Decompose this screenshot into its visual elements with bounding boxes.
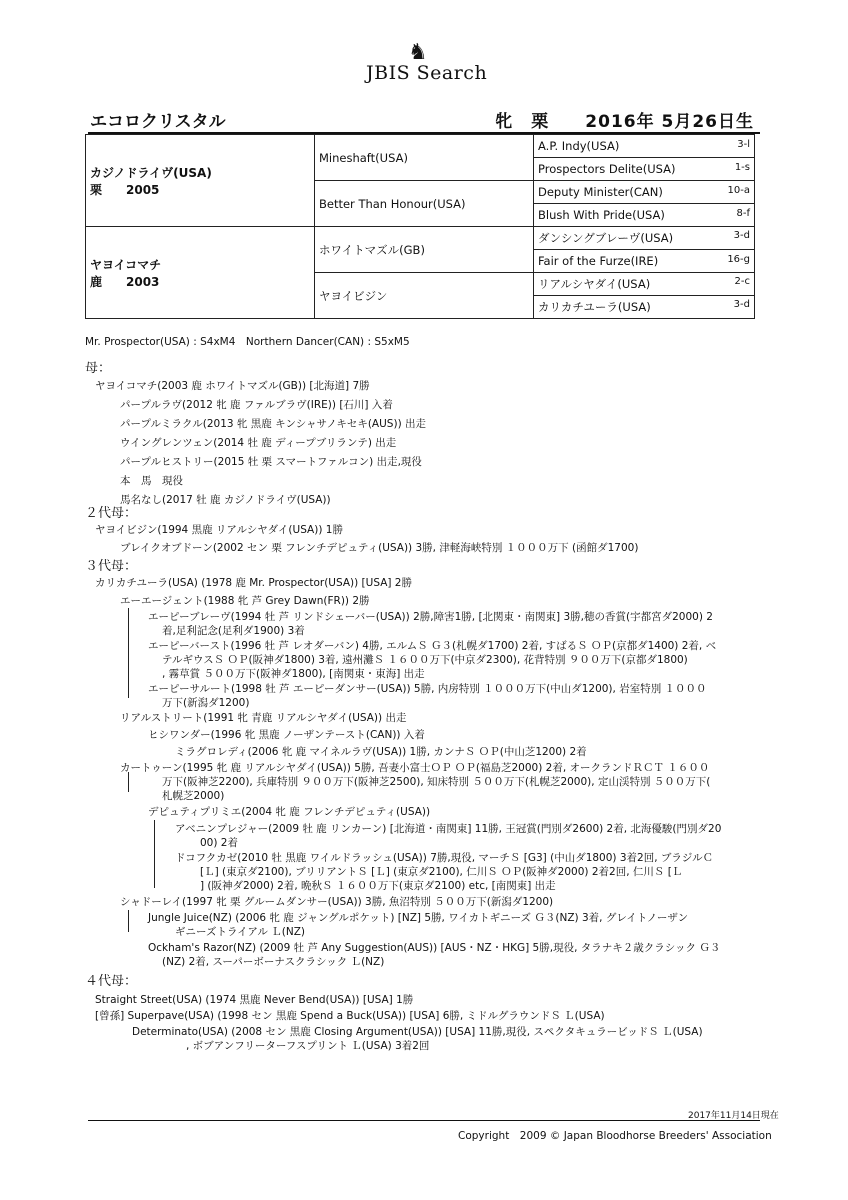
horse-name: エコロクリスタル: [90, 112, 226, 132]
dam3-line: ミラグロレディ(2006 牝 鹿 マイネルラヴ(USA)) 1勝, カンナＳ ＯＰ(中山芝1200) 2着: [175, 746, 587, 758]
horse-info: 牝 栗 2016年 5月26日生: [495, 112, 754, 132]
section-dam4: ４代母：: [85, 974, 138, 989]
dam3-line: 00) 2着: [200, 837, 238, 849]
dam3-line: カートゥーン(1995 牝 鹿 リアルシヤダイ(USA)) 5勝, 吾妻小富士ＯＰ ＯＰ(福島芝2000) 2着, オークランドＲＣＴ １６００: [120, 762, 710, 774]
dam-detail: 鹿 2003: [90, 274, 160, 289]
gen3-name: カリカチユーラ(USA): [538, 300, 651, 314]
dam3-line: 万下(新潟ダ1200): [162, 697, 250, 709]
gen3-cell: [534, 135, 755, 158]
footer-divider: [88, 1120, 760, 1121]
sire-name: カジノドライヴ(USA): [90, 165, 212, 180]
dam3-line: シャドーレイ(1997 牝 栗 グルームダンサー(USA)) 3勝, 魚沼特別 ５００万下(新潟ダ1200): [120, 896, 554, 908]
family-code: 1-s: [734, 162, 750, 173]
gen2-cell: Better Than Honour(USA): [315, 181, 534, 227]
dam-line: 本 馬 現役: [120, 475, 183, 487]
gen3-name: Blush With Pride(USA): [538, 208, 665, 222]
section-dam3: ３代母：: [85, 559, 138, 574]
dam-line: パープルミラクル(2013 牝 黒鹿 キンシャサノキセキ(AUS)) 出走: [120, 418, 426, 430]
dam-line: パープルヒストリー(2015 牡 栗 スマートファルコン) 出走,現役: [120, 456, 422, 468]
copyright: Copyright 2009 © Japan Bloodhorse Breeders' Association: [458, 1130, 772, 1142]
logo-text: JBIS Search: [366, 62, 488, 84]
dam3-line: テルギウスＳ ＯＰ(阪神ダ1800) 3着, 遠州灘Ｓ １６００万下(中京ダ2300), 花背特別 ９００万下(京都ダ1800): [162, 654, 688, 666]
gen3-cell: [534, 273, 755, 296]
gen3-cell: [534, 227, 755, 250]
dam3-line: (NZ) 2着, スーパーボーナスクラシック Ｌ(NZ): [162, 956, 385, 968]
dam-line: パープルラヴ(2012 牝 鹿 ファルブラヴ(IRE)) [石川] 入着: [120, 399, 393, 411]
dam4-line: , ボブアンフリーターフスプリント Ｌ(USA) 3着2回: [186, 1040, 430, 1052]
gen3-name: Fair of the Furze(IRE): [538, 254, 659, 268]
as-of-date: 2017年11月14日現在: [688, 1111, 779, 1121]
family-code: 10-a: [727, 185, 750, 196]
dam-line: ウイングレンツェン(2014 牡 鹿 ディープブリランテ) 出走: [120, 437, 397, 449]
dam3-line: ヒシワンダー(1996 牝 黒鹿 ノーザンテースト(CAN)) 入着: [148, 729, 425, 741]
descendant-bar: [154, 820, 155, 888]
gen3-name: A.P. Indy(USA): [538, 139, 620, 153]
gen3-name: リアルシヤダイ(USA): [538, 277, 651, 291]
dam3-line: エーピーバースト(1996 牡 芦 レオダーバン) 4勝, エルムＳ Ｇ３(札幌ダ1700) 2着, すばるＳ ＯＰ(京都ダ1400) 2着, ベ: [148, 640, 717, 652]
dam3-line: リアルストリート(1991 牝 青鹿 リアルシヤダイ(USA)) 出走: [120, 712, 407, 724]
dam3-line: エーピーサルート(1998 牡 芦 エーピーダンサー(USA)) 5勝, 内房特別 １０００万下(中山ダ1200), 岩室特別 １０００: [148, 683, 707, 695]
family-code: 8-f: [736, 208, 750, 219]
section-dam: 母：: [85, 361, 112, 376]
gen2-cell: ホワイトマズル(GB): [315, 227, 534, 273]
dam2-line: ヤヨイビジン(1994 黒鹿 リアルシヤダイ(USA)) 1勝: [95, 524, 343, 536]
dam4-line: Straight Street(USA) (1974 黒鹿 Never Bend(USA)) [USA] 1勝: [95, 994, 414, 1006]
horse-rider-icon: ♞: [408, 40, 428, 65]
jbis-logo: [366, 40, 496, 86]
dam3-line: ギニーズトライアル Ｌ(NZ): [175, 926, 306, 938]
dam-line: 馬名なし(2017 牡 鹿 カジノドライヴ(USA)): [120, 494, 331, 506]
inbreeding-note: Mr. Prospector(USA) : S4xM4 Northern Dancer(CAN) : S5xM5: [85, 336, 410, 348]
dam-line: ヤヨイコマチ(2003 鹿 ホワイトマズル(GB)) [北海道] 7勝: [95, 380, 370, 392]
gen3-name: ダンシングブレーヴ(USA): [538, 231, 674, 245]
dam4-line: [曾孫] Superpave(USA) (1998 セン 黒鹿 Spend a Buck(USA)) [USA] 6勝, ミドルグラウンドＳ Ｌ(USA): [95, 1010, 605, 1022]
dam3-line: デピュティプリミエ(2004 牝 鹿 フレンチデピュティ(USA)): [148, 806, 431, 818]
pedigree-table: [85, 134, 755, 319]
dam-name: ヤヨイコマチ: [90, 257, 162, 272]
gen3-cell: [534, 158, 755, 181]
family-code: 3-d: [733, 230, 750, 241]
dam3-line: ] (阪神ダ2000) 2着, 晩秋Ｓ １６００万下(東京ダ2100) etc, [南関東] 出走: [200, 880, 556, 892]
gen3-cell: [534, 250, 755, 273]
family-code: 16-g: [727, 254, 750, 265]
sire-cell: [86, 135, 315, 227]
dam3-line: エーピーブレーヴ(1994 牡 芦 リンドシェーバー(USA)) 2勝,障害1勝, [北関東・南関東] 3勝,穂の香賞(宇都宮ダ2000) 2: [148, 611, 713, 623]
dam2-line: ブレイクオブドーン(2002 セン 栗 フレンチデピュティ(USA)) 3勝, 津軽海峡特別 １０００万下 (函館ダ1700): [120, 542, 639, 554]
gen2-cell: ヤヨイビジン: [315, 273, 534, 319]
dam3-line: Jungle Juice(NZ) (2006 牝 鹿 ジャングルポケット) [NZ] 5勝, ワイカトギニーズ Ｇ３(NZ) 3着, グレイトノーザン: [148, 912, 689, 924]
dam3-line: 札幌芝2000): [162, 790, 225, 802]
sire-detail: 栗 2005: [90, 182, 160, 197]
dam-cell: [86, 227, 315, 319]
descendant-bar: [128, 772, 129, 792]
dam4-line: Determinato(USA) (2008 セン 黒鹿 Closing Argument(USA)) [USA] 11勝,現役, スペクタキュラービッドＳ Ｌ(USA): [132, 1026, 703, 1038]
dam3-line: エーエージェント(1988 牝 芦 Grey Dawn(FR)) 2勝: [120, 595, 370, 607]
gen3-name: Deputy Minister(CAN): [538, 185, 663, 199]
family-code: 3-l: [737, 139, 750, 150]
dam3-line: [Ｌ] (東京ダ2100), ブリリアントＳ [Ｌ] (東京ダ2100), 仁川Ｓ ＯＰ(阪神ダ2000) 2着2回, 仁川Ｓ [Ｌ: [200, 866, 683, 878]
descendant-bar: [128, 910, 129, 932]
family-code: 3-d: [733, 299, 750, 310]
section-dam2: ２代母：: [85, 506, 138, 521]
dam3-line: Ockham's Razor(NZ) (2009 牡 芦 Any Suggestion(AUS)) [AUS・NZ・HKG] 5勝,現役, タラナキ２歳クラシック Ｇ３: [148, 942, 721, 954]
dam3-line: , 霧草賞 ５００万下(阪神ダ1800), [南関東・東海] 出走: [162, 668, 425, 680]
dam3-line: 着,足利記念(足利ダ1900) 3着: [162, 625, 305, 637]
dam3-line: アベニンプレジャー(2009 牡 鹿 リンカーン) [北海道・南関東] 11勝, 王冠賞(門別ダ2600) 2着, 北海優駿(門別ダ20: [175, 823, 722, 835]
family-code: 2-c: [734, 276, 750, 287]
gen3-cell: [534, 296, 755, 319]
gen3-name: Prospectors Delite(USA): [538, 162, 676, 176]
gen3-cell: [534, 181, 755, 204]
descendant-bar: [128, 608, 129, 698]
dam3-line: カリカチユーラ(USA) (1978 鹿 Mr. Prospector(USA)) [USA] 2勝: [95, 577, 412, 589]
gen2-cell: Mineshaft(USA): [315, 135, 534, 181]
gen3-cell: [534, 204, 755, 227]
dam3-line: 万下(阪神芝2200), 兵庫特別 ９００万下(阪神芝2500), 知床特別 ５００万下(札幌芝2000), 定山渓特別 ５００万下(: [162, 776, 711, 788]
horse-header: [88, 103, 760, 131]
dam3-line: ドコフクカゼ(2010 牡 黒鹿 ワイルドラッシュ(USA)) 7勝,現役, マーチＳ [G3] (中山ダ1800) 3着2回, ブラジルＣ: [175, 852, 714, 864]
